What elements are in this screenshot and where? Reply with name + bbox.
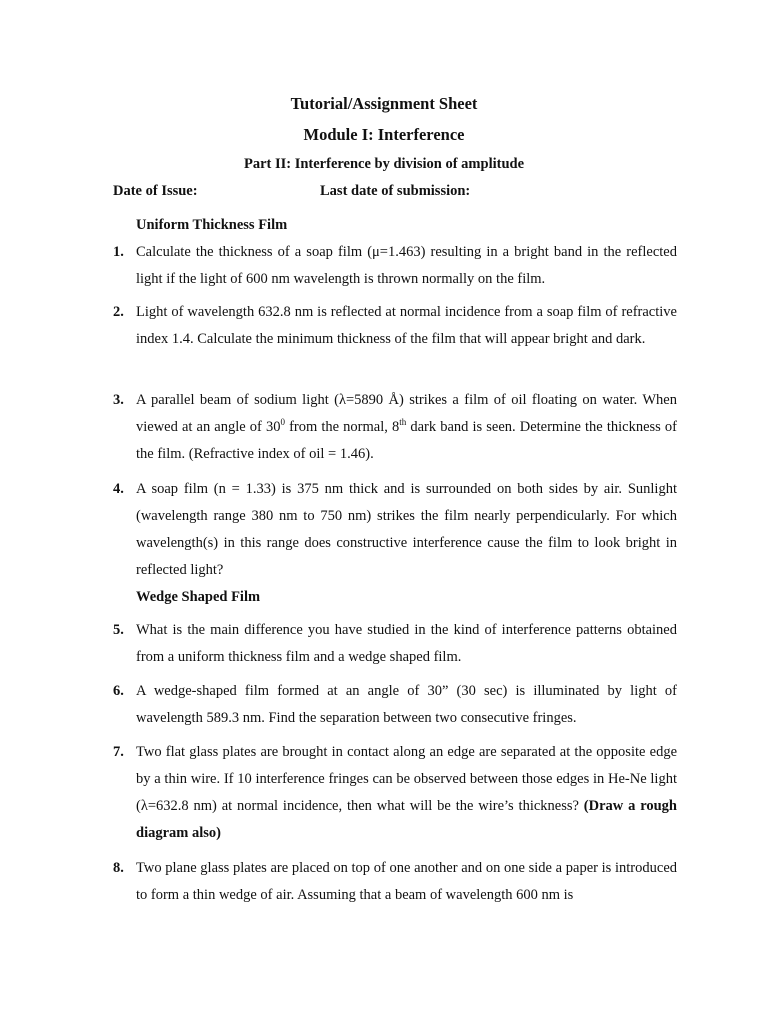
question-number: 4. [113, 481, 124, 497]
question-text: A soap film (n = 1.33) is 375 nm thick and is surrounded on both sides by air. Sunlight (wavelength range 380 nm to 750 nm) strikes the film nearly perpendicularly. For which wavelength(s) in this range does constructive interference cause the film to look bright in reflected light? [136, 481, 677, 578]
last-date-label: Last date of submission: [320, 183, 471, 199]
question-number: 2. [113, 304, 124, 320]
question-number: 7. [113, 744, 124, 760]
section-heading-wedge: Wedge Shaped Film [136, 589, 261, 605]
module-title: Module I: Interference [303, 125, 465, 144]
part-title: Part II: Interference by division of amplitude [243, 156, 525, 172]
question-1 [113, 239, 677, 293]
question-number: 8. [113, 860, 124, 876]
question-text: Two plane glass plates are placed on top of one another and on one side a paper is introduced to form a thin wedge of air. Assuming that a beam of wavelength 600 nm is [136, 860, 677, 903]
question-number: 1. [113, 244, 124, 260]
question-number: 6. [113, 683, 124, 699]
question-5 [113, 617, 677, 671]
question-number: 3. [113, 392, 124, 408]
question-6 [113, 678, 677, 732]
question-text: Two flat glass plates are brought in contact along an edge are separated at the opposite edge by a thin wire. If 10 interference fringes can be observed between those edges in He-Ne light (λ=632.8 nm) at normal incidence, then what will be the wire’s thickness? (Draw a rough diagram also) [136, 744, 677, 841]
question-text: What is the main difference you have studied in the kind of interference patterns obtained from a uniform thickness film and a wedge shaped film. [136, 622, 677, 665]
section-heading-uniform: Uniform Thickness Film [136, 217, 288, 233]
question-2 [113, 299, 677, 353]
question-text: A parallel beam of sodium light (λ=5890 Å) strikes a film of oil floating on water. When viewed at an angle of $30^0$ from the normal, 8th dark band is seen. Determine the thickness of the film. (Refractive index of oil = 1.46). [136, 392, 677, 462]
question-number: 5. [113, 622, 124, 638]
question-text: Calculate the thickness of a soap film (μ=1.463) resulting in a bright band in the reflected light if the light of 600 nm wavelength is thrown normally on the film. [136, 244, 677, 287]
question-text: Light of wavelength 632.8 nm is reflected at normal incidence from a soap film of refractive index 1.4. Calculate the minimum thickness of the film that will appear bright and dark. [136, 304, 677, 347]
date-of-issue-label: Date of Issue: [113, 183, 198, 199]
question-3 [113, 387, 677, 468]
question-4 [113, 476, 677, 584]
issue-dates-row [113, 183, 673, 200]
question-8 [113, 855, 677, 909]
sheet-title: Tutorial/Assignment Sheet [290, 94, 478, 113]
draw-diagram-note: (Draw a rough diagram also) [136, 798, 677, 841]
question-text: A wedge-shaped film formed at an angle of 30” (30 sec) is illuminated by light of wavelength 589.3 nm. Find the separation between two consecutive fringes. [136, 683, 677, 726]
question-7 [113, 739, 677, 847]
